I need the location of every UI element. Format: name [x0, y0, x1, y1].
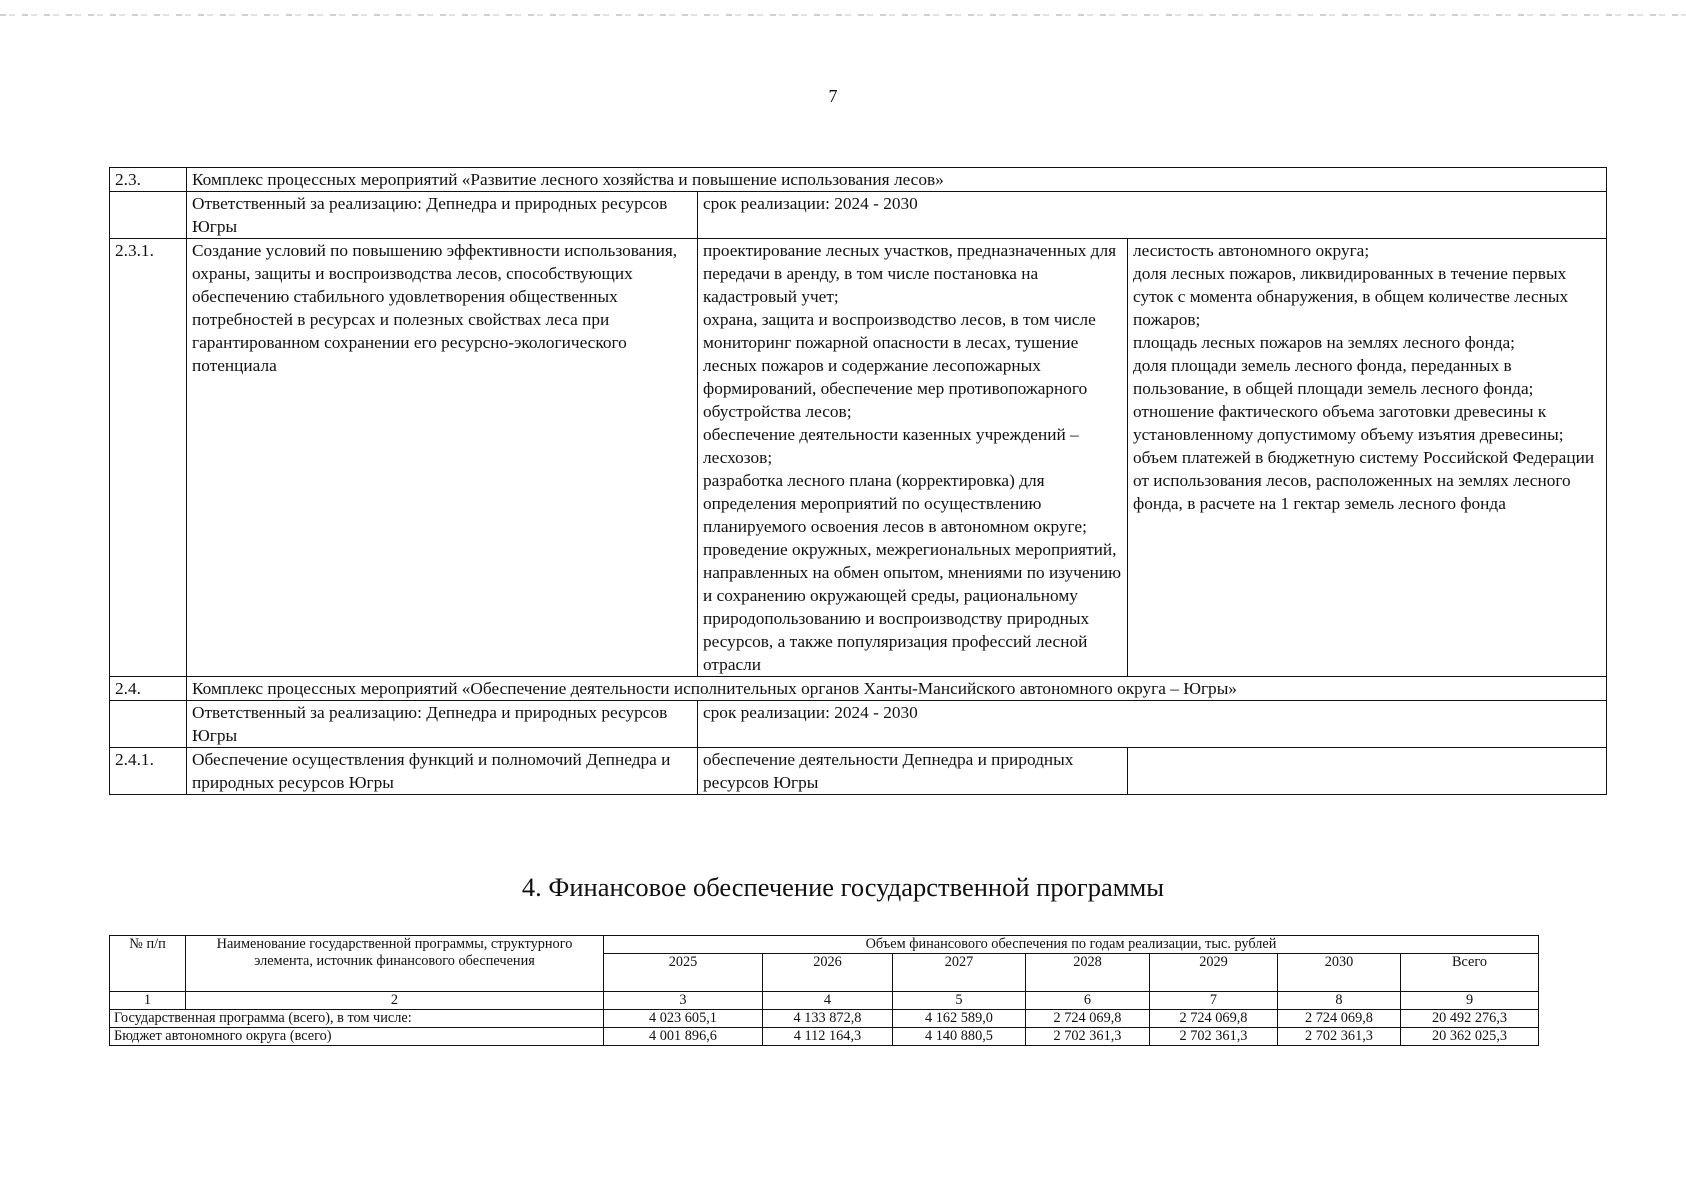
activities-table [109, 167, 1607, 795]
column-number: 8 [1278, 992, 1401, 1010]
indicators-cell [1128, 239, 1607, 677]
table-row [110, 701, 1607, 748]
indicator-item: отношение фактического объема заготовки древесины к установленному допустимому объему изъятия древесины; [1133, 402, 1564, 444]
indicator-item: объем платежей в бюджетную систему Российской Федерации от использования лесов, расположенных на землях лесного фонда, в расчете на 1 гектар земель лесного фонда [1133, 448, 1595, 513]
indicator-item: доля площади земель лесного фонда, переданных в пользование, в общей площади земель лесного фонда; [1133, 356, 1534, 398]
empty-cell [110, 192, 187, 239]
finance-table [109, 935, 1539, 1046]
scan-artifact-line [0, 14, 1686, 16]
table-row [110, 748, 1607, 795]
row-number: 2.3.1. [110, 239, 187, 677]
page-number: 7 [828, 86, 838, 106]
value-cell: 2 724 069,8 [1278, 1010, 1401, 1028]
table-row [110, 677, 1607, 701]
column-number: 7 [1150, 992, 1278, 1010]
table-row [110, 192, 1607, 239]
header-volume: Объем финансового обеспечения по годам реализации, тыс. рублей [604, 936, 1539, 954]
header-year: 2027 [893, 954, 1026, 992]
value-cell: 4 162 589,0 [893, 1010, 1026, 1028]
row-name: Бюджет автономного округа (всего) [110, 1028, 604, 1046]
value-cell: 20 362 025,3 [1401, 1028, 1539, 1046]
indicator-item: лесистость автономного округа; [1133, 241, 1370, 260]
period-cell: срок реализации: 2024 - 2030 [698, 701, 1607, 748]
row-number: 2.3. [110, 168, 187, 192]
table-header-row [110, 936, 1539, 954]
table-row [110, 168, 1607, 192]
effects-cell [698, 239, 1128, 677]
complex-title: Комплекс процессных мероприятий «Обеспечение деятельности исполнительных органов Ханты-Мансийского автономного округа – Югры» [187, 677, 1607, 701]
value-cell: 2 724 069,8 [1026, 1010, 1150, 1028]
complex-title: Комплекс процессных мероприятий «Развитие лесного хозяйства и повышение использования лесов» [187, 168, 1607, 192]
effect-item: проектирование лесных участков, предназначенных для передачи в аренду, в том числе постановка на кадастровый учет; [703, 241, 1117, 306]
value-cell: 2 724 069,8 [1150, 1010, 1278, 1028]
table-row [110, 239, 1607, 677]
header-total: Всего [1401, 954, 1539, 992]
effect-item: проведение окружных, межрегиональных мероприятий, направленных на обмен опытом, мнениями по изучению и сохранению окружающей среды, рациональному природопользованию и воспроизводству природных ресурсов, а также популяризация профессий лесной отрасли [703, 540, 1122, 674]
value-cell: 4 001 896,6 [604, 1028, 763, 1046]
responsible-cell: Ответственный за реализацию: Депнедра и природных ресурсов Югры [187, 701, 698, 748]
value-cell: 4 023 605,1 [604, 1010, 763, 1028]
column-number-row [110, 992, 1539, 1010]
table-row [110, 1010, 1539, 1028]
value-cell: 2 702 361,3 [1278, 1028, 1401, 1046]
column-number: 6 [1026, 992, 1150, 1010]
effect-item: охрана, защита и воспроизводство лесов, в том числе мониторинг пожарной опасности в лесах, тушение лесных пожаров и содержание лесопожарных формирований, обеспечение мер противопожарного обустройства лесов; [703, 310, 1096, 421]
header-year: 2028 [1026, 954, 1150, 992]
row-number: 2.4. [110, 677, 187, 701]
value-cell: 20 492 276,3 [1401, 1010, 1539, 1028]
effect-item: обеспечение деятельности казенных учреждений – лесхозов; [703, 425, 1079, 467]
row-number: 2.4.1. [110, 748, 187, 795]
indicator-cell [1128, 748, 1607, 795]
empty-cell [110, 701, 187, 748]
value-cell: 4 140 880,5 [893, 1028, 1026, 1046]
column-number: 4 [763, 992, 893, 1010]
column-number: 9 [1401, 992, 1539, 1010]
indicator-item: площадь лесных пожаров на землях лесного фонда; [1133, 333, 1515, 352]
value-cell: 2 702 361,3 [1026, 1028, 1150, 1046]
period-cell: срок реализации: 2024 - 2030 [698, 192, 1607, 239]
header-num: № п/п [110, 936, 186, 992]
header-name: Наименование государственной программы, структурного элемента, источник финансового обеспечения [186, 936, 604, 992]
indicator-item: доля лесных пожаров, ликвидированных в течение первых суток с момента обнаружения, в общем количестве лесных пожаров; [1133, 264, 1569, 329]
value-cell: 4 133 872,8 [763, 1010, 893, 1028]
header-year: 2030 [1278, 954, 1401, 992]
column-number: 5 [893, 992, 1026, 1010]
effect-cell: обеспечение деятельности Депнедра и природных ресурсов Югры [698, 748, 1128, 795]
task-cell: Создание условий по повышению эффективности использования, охраны, защиты и воспроизводства лесов, способствующих обеспечению стабильного удовлетворения общественных потребностей в ресурсах и полезных свойствах леса при гарантированном сохранении его ресурсно-экологического потенциала [187, 239, 698, 677]
column-number: 3 [604, 992, 763, 1010]
table-row [110, 1028, 1539, 1046]
column-number: 2 [186, 992, 604, 1010]
section-title: 4. Финансовое обеспечение государственной программы [521, 872, 1165, 902]
header-year: 2029 [1150, 954, 1278, 992]
row-name: Государственная программа (всего), в том числе: [110, 1010, 604, 1028]
column-number: 1 [110, 992, 186, 1010]
header-year: 2025 [604, 954, 763, 992]
responsible-cell: Ответственный за реализацию: Депнедра и природных ресурсов Югры [187, 192, 698, 239]
header-year: 2026 [763, 954, 893, 992]
task-cell: Обеспечение осуществления функций и полномочий Депнедра и природных ресурсов Югры [187, 748, 698, 795]
value-cell: 2 702 361,3 [1150, 1028, 1278, 1046]
effect-item: разработка лесного плана (корректировка) для определения мероприятий по осуществлению планируемого освоения лесов в автономном округе; [703, 471, 1087, 536]
value-cell: 4 112 164,3 [763, 1028, 893, 1046]
